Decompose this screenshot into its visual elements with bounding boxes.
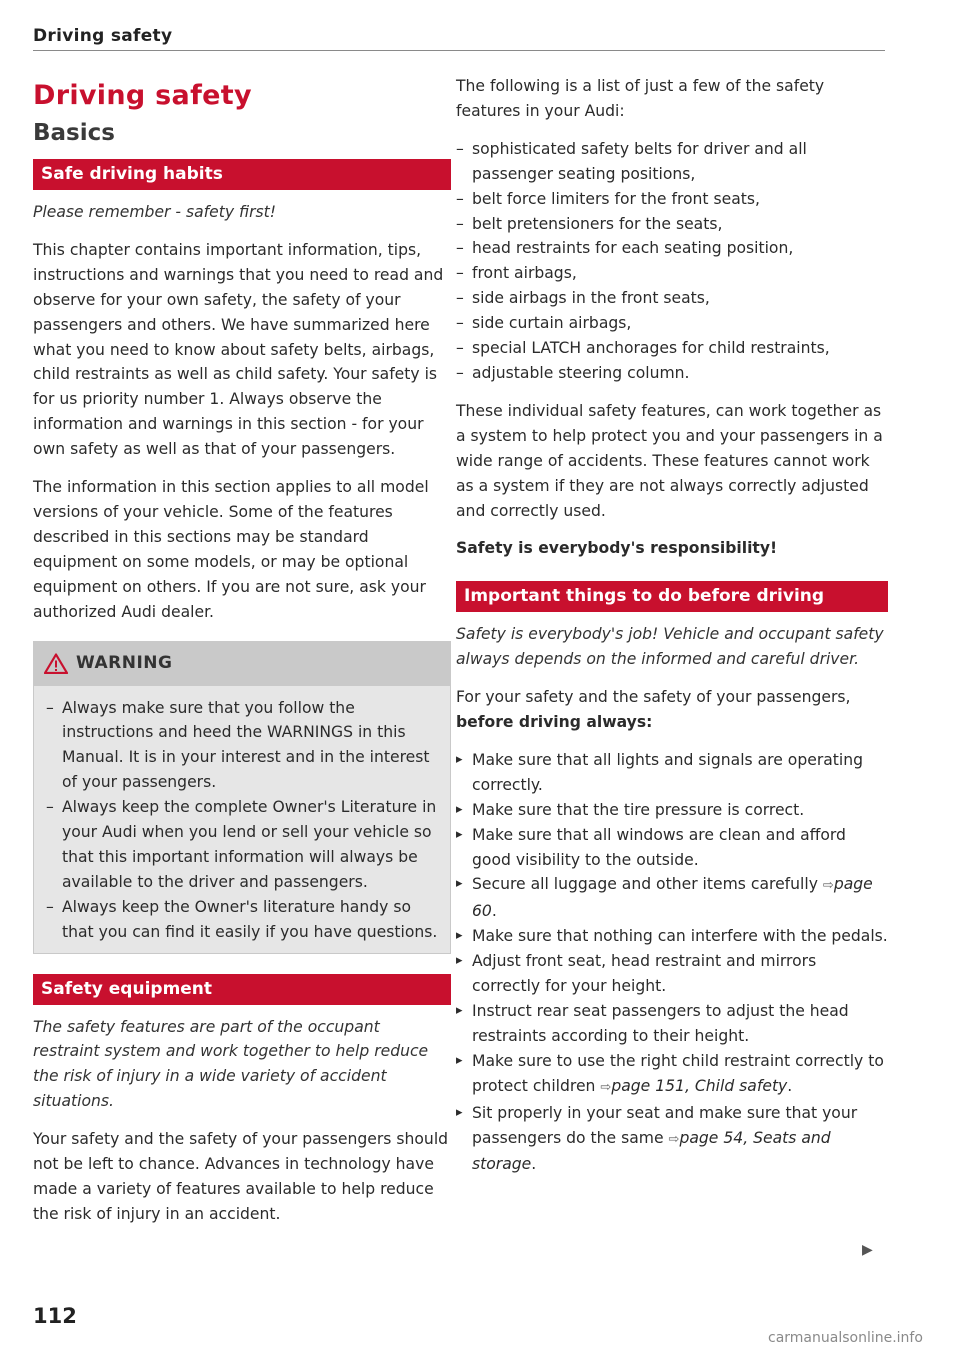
step-text: Make sure to use the right child restraint correctly to protect children xyxy=(472,1051,884,1095)
feature-item: – adjustable steering column. xyxy=(456,361,888,386)
running-head: Driving safety xyxy=(33,26,173,46)
section-title: Basics xyxy=(33,120,115,146)
continue-arrow-icon: ▶ xyxy=(862,1242,873,1258)
section-bar-safe-driving-habits: Safe driving habits xyxy=(33,159,451,190)
header-rule xyxy=(33,50,885,51)
watermark: carmanualsonline.info xyxy=(768,1330,923,1346)
step-item: ▸ Instruct rear seat passengers to adjust the head restraints according to their height. xyxy=(456,999,888,1049)
section-bar-safety-equipment: Safety equipment xyxy=(33,974,451,1005)
warning-box xyxy=(33,641,451,954)
feature-item: – side curtain airbags, xyxy=(456,311,888,336)
section-bar-before-driving: Important things to do before driving xyxy=(456,581,888,612)
intro-text: Safety is everybody's job! Vehicle and occupant safety always depends on the informed and careful driver. xyxy=(456,625,884,669)
page-ref-link[interactable]: page 60 xyxy=(472,875,873,921)
step-item: ▸ Adjust front seat, head restraint and mirrors correctly for your height. xyxy=(456,949,888,999)
arrow-right-icon: ⇨ xyxy=(600,1079,612,1095)
intro-text: Please remember - safety first! xyxy=(33,203,277,221)
warning-item: – Always keep the Owner's literature handy so that you can find it easily if you have questions. xyxy=(46,895,440,945)
step-text: Sit properly in your seat and make sure that your passengers do the same xyxy=(472,1103,858,1147)
feature-item: – side airbags in the front seats, xyxy=(456,286,888,311)
chapter-title: Driving safety xyxy=(33,80,252,111)
step-item: ▸ Make sure to use the right child restraint correctly to protect children ⇨page 151, Child safety. xyxy=(456,1049,888,1101)
feature-item: – special LATCH anchorages for child restraints, xyxy=(456,336,888,361)
subheading: Safety is everybody's responsibility! xyxy=(456,539,778,558)
warning-item: – Always keep the complete Owner's Literature in your Audi when you lend or sell your vehicle so that this important information will always be available to the driver and passengers. xyxy=(46,795,440,895)
step-text: Secure all luggage and other items carefully xyxy=(472,875,818,894)
paragraph: These individual safety features, can work together as a system to help protect you and your passengers in a wide range of accidents. These features cannot work as a system if they are not always correctly adjusted and correctly used. xyxy=(456,401,883,520)
arrow-right-icon: ⇨ xyxy=(822,878,834,894)
left-column xyxy=(33,74,451,1227)
warning-item: – Always make sure that you follow the instructions and heed the WARNINGS in this Manual. It is in your interest and in the interest of your passengers. xyxy=(46,696,440,796)
step-item: ▸ Sit properly in your seat and make sure that your passengers do the same ⇨page 54, Seats and storage. xyxy=(456,1101,888,1178)
paragraph: The following is a list of just a few of the safety features in your Audi: xyxy=(456,77,825,120)
intro-text: The safety features are part of the occupant restraint system and work together to help reduce the risk of injury in a wide variety of accident situations. xyxy=(33,1017,429,1111)
arrow-right-icon: ⇨ xyxy=(668,1131,680,1147)
lead-bold-text: before driving always: xyxy=(456,713,653,732)
page-ref-link[interactable]: page 54, Seats and storage xyxy=(472,1128,831,1174)
warning-triangle-icon xyxy=(44,653,68,674)
paragraph xyxy=(456,685,888,735)
step-item: ▸ Make sure that all lights and signals are operating correctly. xyxy=(456,748,888,798)
step-item: ▸ Secure all luggage and other items carefully ⇨page 60. xyxy=(456,872,888,924)
feature-item: – belt force limiters for the front seats, xyxy=(456,187,888,212)
lead-text: For your safety and the safety of your passengers, xyxy=(456,688,851,707)
right-column xyxy=(456,74,888,1177)
feature-item: – front airbags, xyxy=(456,261,888,286)
step-item: ▸ Make sure that all windows are clean and afford good visibility to the outside. xyxy=(456,823,888,873)
page-ref-link[interactable]: page 151, Child safety xyxy=(611,1076,788,1095)
feature-item: – belt pretensioners for the seats, xyxy=(456,212,888,237)
step-item: ▸ Make sure that the tire pressure is correct. xyxy=(456,798,888,823)
feature-item: – sophisticated safety belts for driver and all passenger seating positions, xyxy=(456,137,888,187)
paragraph: Your safety and the safety of your passengers should not be left to chance. Advances in technology have made a variety of features available to help reduce the risk of injury in an accident. xyxy=(33,1130,449,1223)
warning-header xyxy=(34,642,450,686)
paragraph: This chapter contains important information, tips, instructions and warnings that you need to read and observe for your own safety, the safety of your passengers and others. We have summarized here what you need to know about safety belts, airbags, child restraints as well as child safety. Your safety is for us priority number 1. Always observe the information and warnings in this section - for your own safety as well as that of your passengers. xyxy=(33,240,444,459)
step-item: ▸ Make sure that nothing can interfere with the pedals. xyxy=(456,924,888,949)
warning-body xyxy=(34,686,450,953)
page-number: 112 xyxy=(33,1304,77,1328)
warning-title: WARNING xyxy=(76,653,173,674)
feature-item: – head restraints for each seating position, xyxy=(456,236,888,261)
paragraph: The information in this section applies to all model versions of your vehicle. Some of the features described in this sections may be standard equipment on some models, or may be optional equipment on others. If you are not sure, ask your authorized Audi dealer. xyxy=(33,478,429,621)
